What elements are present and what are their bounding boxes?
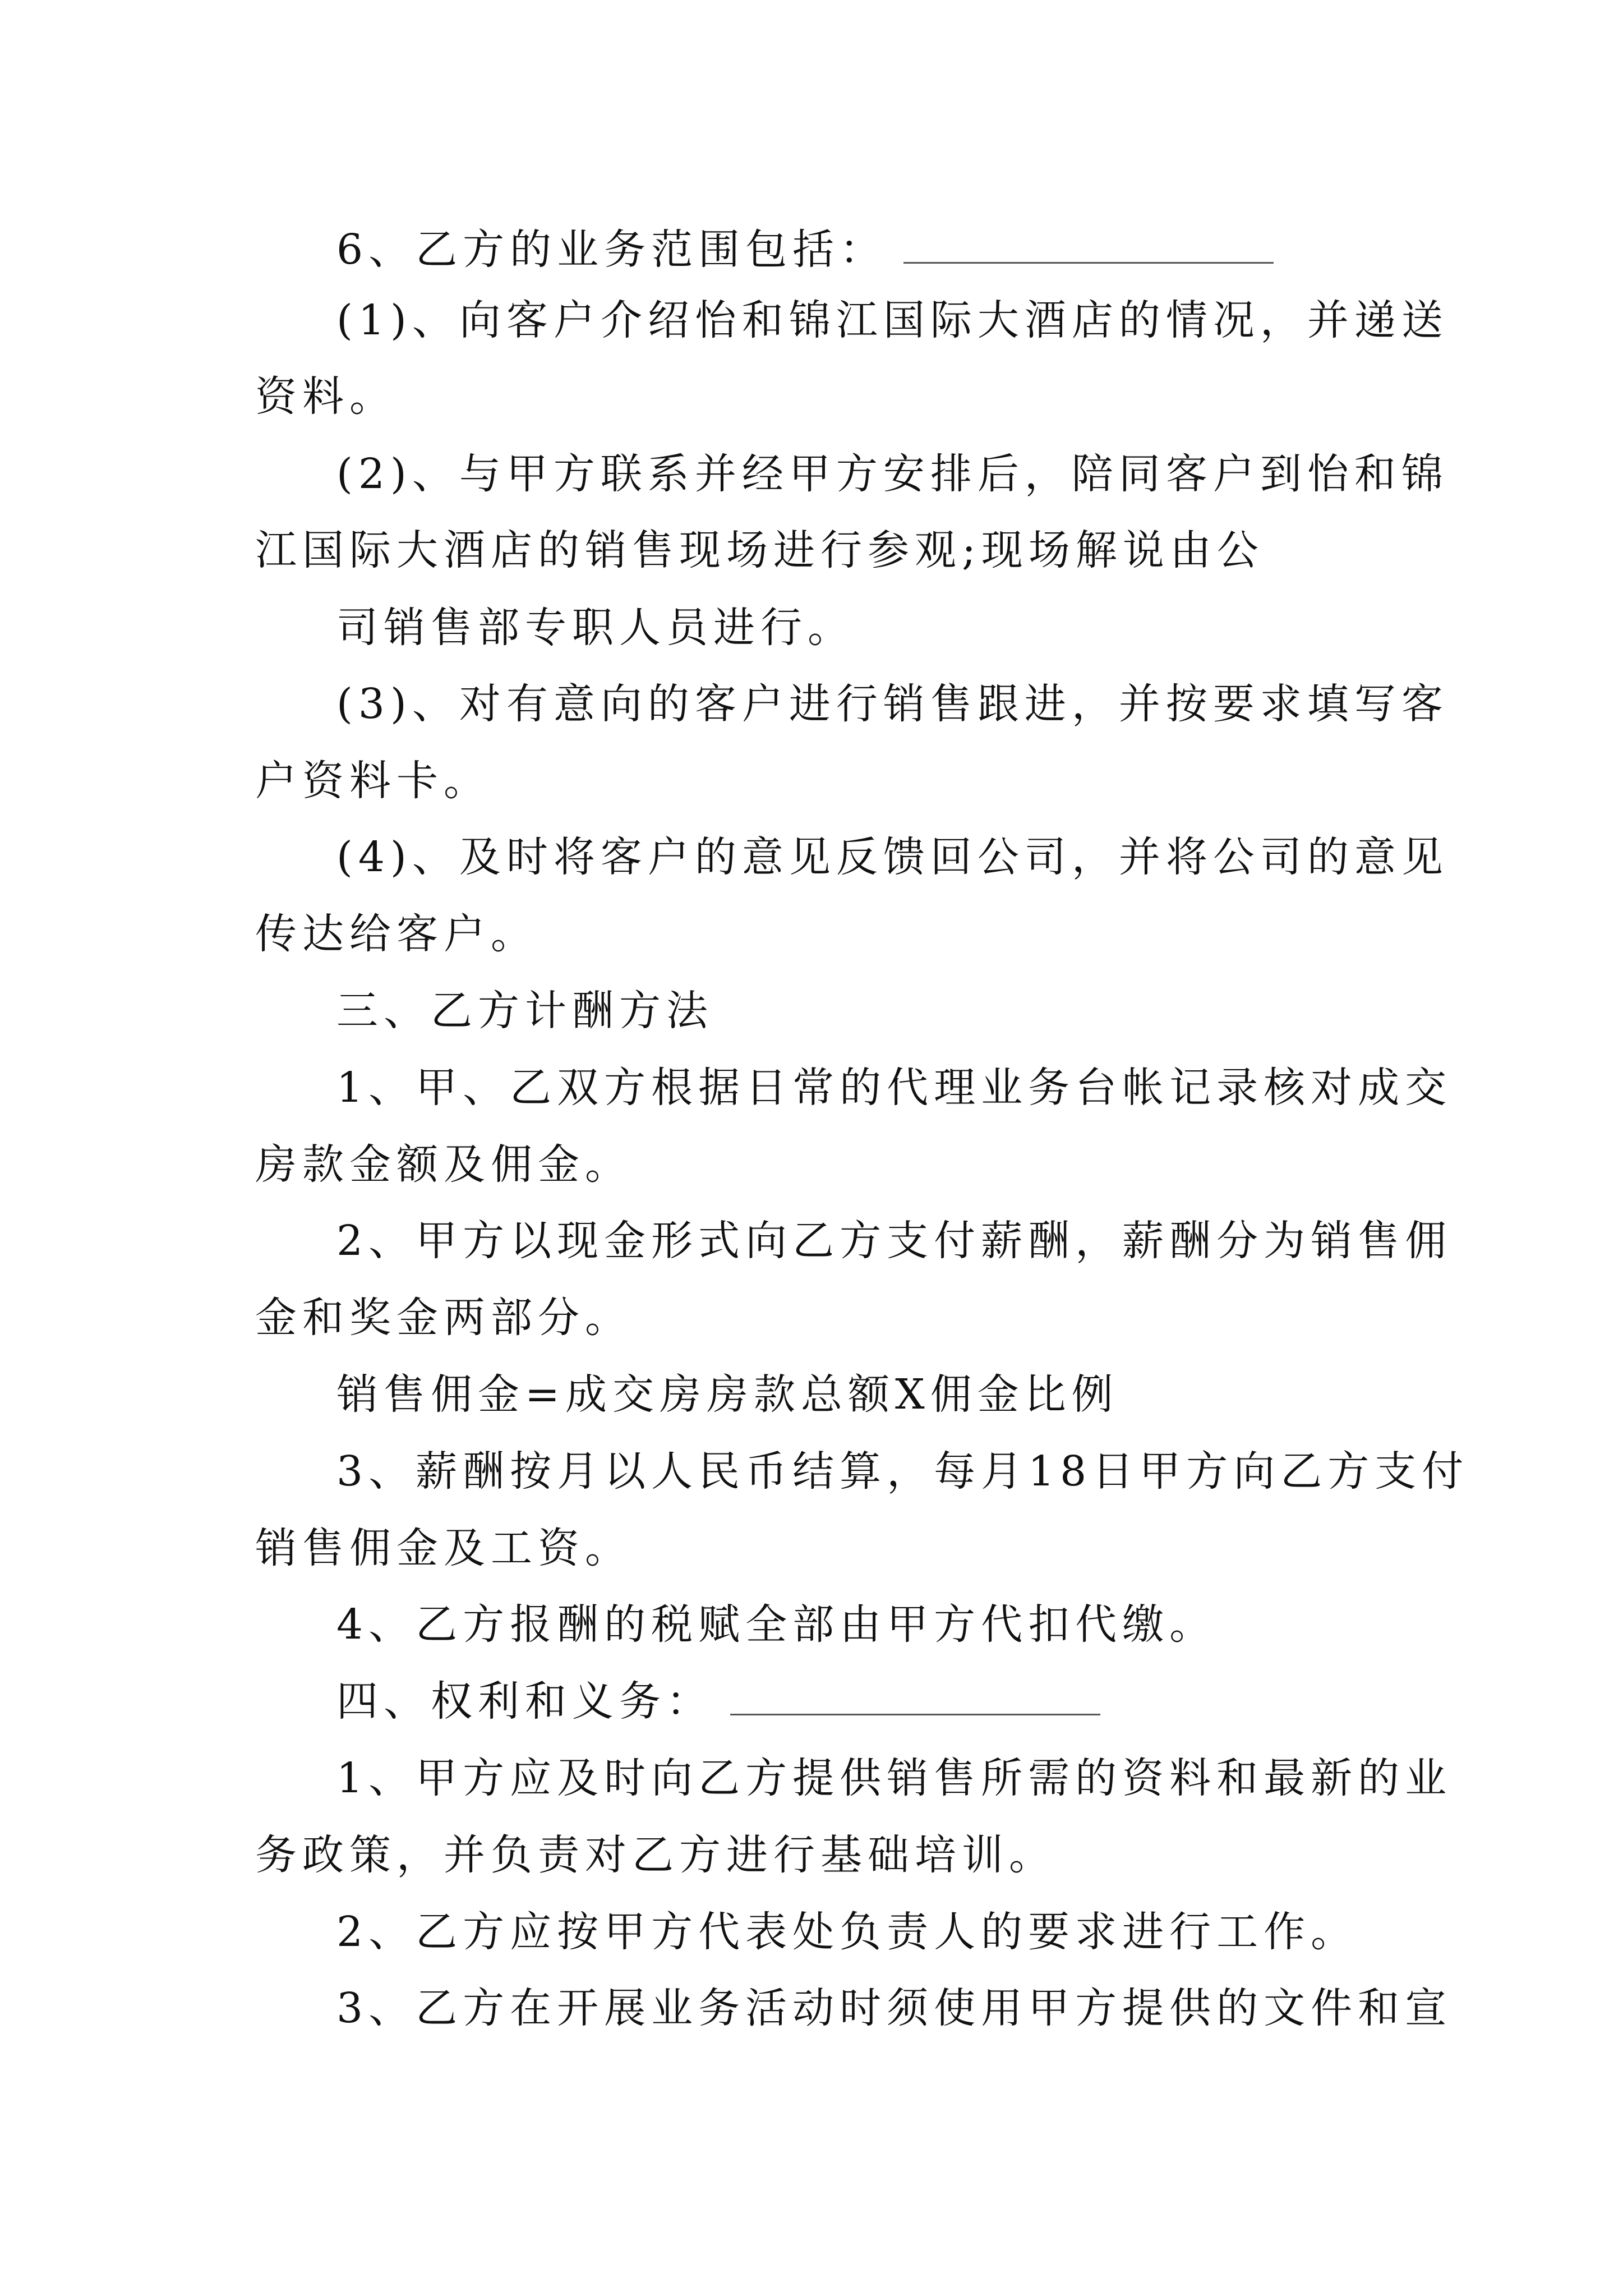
text-line: 务政策，并负责对乙方进行基础培训。	[255, 1831, 1056, 1879]
line-text: 6、乙方的业务范围包括：	[336, 226, 887, 274]
text-line: 司销售部专职人员进行。	[336, 604, 855, 652]
text-line: 销售佣金及工资。	[255, 1524, 632, 1572]
text-line: 房款金额及佣金。	[255, 1140, 632, 1189]
section-heading: 三、乙方计酬方法	[336, 987, 713, 1035]
text-line: 1、甲方应及时向乙方提供销售所需的资料和最新的业	[336, 1754, 1453, 1802]
text-line: (1)、向客户介绍怡和锦江国际大酒店的情况，并递送	[336, 296, 1449, 344]
fill-in-blank	[903, 262, 1274, 264]
text-line: 江国际大酒店的销售现场进行参观;现场解说由公	[255, 526, 1264, 574]
fill-in-blank	[730, 1714, 1100, 1715]
text-line: (2)、与甲方联系并经甲方安排后，陪同客户到怡和锦	[336, 450, 1449, 498]
text-line: 3、薪酬按月以人民币结算，每月18日甲方向乙方支付	[336, 1447, 1469, 1496]
text-line: 4、乙方报酬的税赋全部由甲方代扣代缴。	[336, 1600, 1217, 1649]
text-line	[336, 226, 1274, 274]
section-heading	[336, 1677, 1100, 1726]
text-line: 2、乙方应按甲方代表处负责人的要求进行工作。	[336, 1908, 1358, 1956]
text-line: 户资料卡。	[255, 757, 491, 805]
text-line: 2、甲方以现金形式向乙方支付薪酬，薪酬分为销售佣	[336, 1217, 1453, 1265]
text-line: 金和奖金两部分。	[255, 1294, 632, 1342]
text-line: 资料。	[255, 372, 396, 421]
line-text: 四、权利和义务：	[336, 1677, 713, 1726]
text-line: 3、乙方在开展业务活动时须使用甲方提供的文件和宣	[336, 1984, 1453, 2032]
formula-line: 销售佣金=成交房房款总额X佣金比例	[336, 1370, 1119, 1419]
text-line: 1、甲、乙双方根据日常的代理业务台帐记录核对成交	[336, 1064, 1453, 1112]
text-line: 传达给客户。	[255, 910, 538, 958]
text-line: (3)、对有意向的客户进行销售跟进，并按要求填写客	[336, 680, 1449, 728]
text-line: (4)、及时将客户的意见反馈回公司，并将公司的意见	[336, 833, 1449, 881]
